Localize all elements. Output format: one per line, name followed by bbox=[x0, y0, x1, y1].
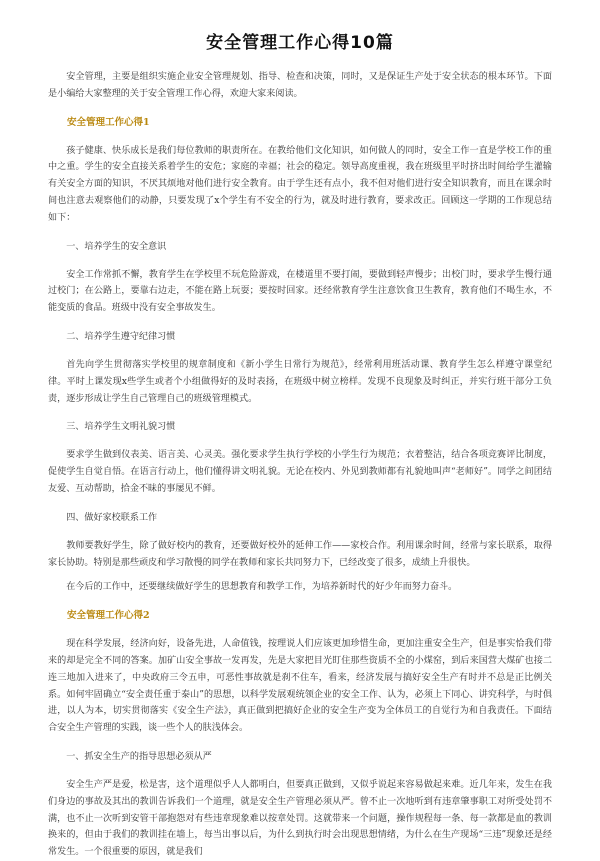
paragraph: 首先向学生贯彻落实学校里的规章制度和《新小学生日常行为规范》，经常利用班活动课、教育学生怎么样遵守课堂纪律。平时上课发现x些学生或者个小组做得好的及时表扬，在班级中树立榜样。发现不良现象及时纠正，并实行班干部分工负责，逐步形成让学生自己管理自己的班级管理模式。 bbox=[48, 359, 552, 404]
paragraph: 安全生产严是爱，松是害，这个道理似乎人人都明白，但要真正做到，又似乎说起来容易做起来难。近几年来，发生在我们身边的事故及其出的教训告诉我们一个道理，就是安全生产管理必须从严。曾不止一次地听到有违章肇事职工对所受处罚不满，也不止一次听到安管干部抱怨对有些违章现象难以按章处罚。这就带来一个问题，操作规程每一条、每一款都是血的教训换来的，但由于我们的教训挂在墙上，每当出事以后，为什么到执行时会出现思想情绪，为什么在生产现场“三违”现象还是经常发生。一个很重要的原因，就是我们 bbox=[48, 779, 552, 858]
subheading: 一、抓安全生产的指导思想必须从严 bbox=[66, 751, 212, 762]
paragraph: 现在科学发展，经济向好，设备先进，人命值钱，按理说人们应该更加珍惜生命，更加注重安全生产，但是事实恰我们带来的却是完全不同的答案。加矿山安全事故一发再发，先是大家把目光盯住那些资质不全的小煤窑，到后来国营大煤矿也接二连三地加入进来了，中央政府三令五申，可恶性事故就是刹不住车，看来，经济发展与搞好安全生产有时并不总是正比例关系。如何牢固确立“安全责任重于泰山”的思想，以科学发展观统领企业的安全工作、认为，必须上下同心、讲究科学，与时俱进，以人为本，切实贯彻落实《安全生产法》，真正做到把搞好企业的安全生产变为全体员工的自觉行为和自我责任。下面结合安全生产管理的实践，谈一些个人的肤浅体会。 bbox=[48, 639, 552, 734]
section-heading-2: 安全管理工作心得2 bbox=[67, 610, 150, 622]
paragraph: 教师要教好学生，除了做好校内的教育，还要做好校外的延伸工作——家校合作。利用课余时间，经常与家长联系，取得家长协助。特别是那些顽皮和学习散慢的同学在教师和家长共同努力下，已经改变了很多，成绩上升很快。 bbox=[48, 540, 552, 568]
intro-paragraph: 安全管理，主要是组织实施企业安全管理规划、指导、检查和决策，同时，又是保证生产处于安全状态的根本环节。下面是小编给大家整理的关于安全管理工作心得，欢迎大家来阅读。 bbox=[48, 72, 552, 99]
paragraph: 要求学生做到仪表美、语言美、心灵美。强化要求学生执行学校的小学生行为规范；衣着整洁，结合各项竞赛评比制度，促使学生自觉自悟。在语言行动上，他们懂得讲文明礼貌。无论在校内、外见到教师都有礼貌地叫声“老师好”。同学之间团结友爱、互动帮助，拾金不昧的事屡见不鲜。 bbox=[48, 450, 552, 494]
subheading: 三、培养学生文明礼貌习惯 bbox=[66, 422, 176, 433]
document-title: 安全管理工作心得10篇 bbox=[206, 33, 394, 53]
subheading: 二、培养学生遵守纪律习惯 bbox=[66, 331, 176, 342]
section-heading-1: 安全管理工作心得1 bbox=[67, 116, 150, 128]
paragraph: 安全工作常抓不懈，教育学生在学校里不玩危险游戏，在楼道里不要打闹，要做到轻声慢步；出校门时，要求学生慢行通过校门；在公路上，要靠右边走，不能在路上玩耍；要按时回家。还经常教育学生注意饮食卫生教育，教育他们不喝生水，不能变质的食品。班级中没有安全事故发生。 bbox=[48, 269, 552, 314]
subheading: 一、培养学生的安全意识 bbox=[66, 241, 167, 252]
paragraph: 孩子健康、快乐成长是我们每位教师的职责所在。在教给他们文化知识，如何做人的同时，安全工作一直是学校工作的重中之重。学生的安全直接关系着学生的安危；家庭的幸福；社会的稳定。领导高度重视，我在班级里平时挤出时间给学生灌输有关安全方面的知识，不厌其烦地对他们进行安全教育。由于学生还有点小，我不但对他们进行安全知识教育，而且在课余时间也注意去观察他们的动静，只要发现了x个学生有不安全的行为，就及时进行教育，要求改正。回顾这一学期的工作现总结如下： bbox=[48, 145, 552, 223]
subheading: 四、做好家校联系工作 bbox=[66, 512, 158, 523]
paragraph: 在今后的工作中，还要继续做好学生的思想教育和教学工作，为培养新时代的好少年而努力奋斗。 bbox=[66, 582, 458, 593]
